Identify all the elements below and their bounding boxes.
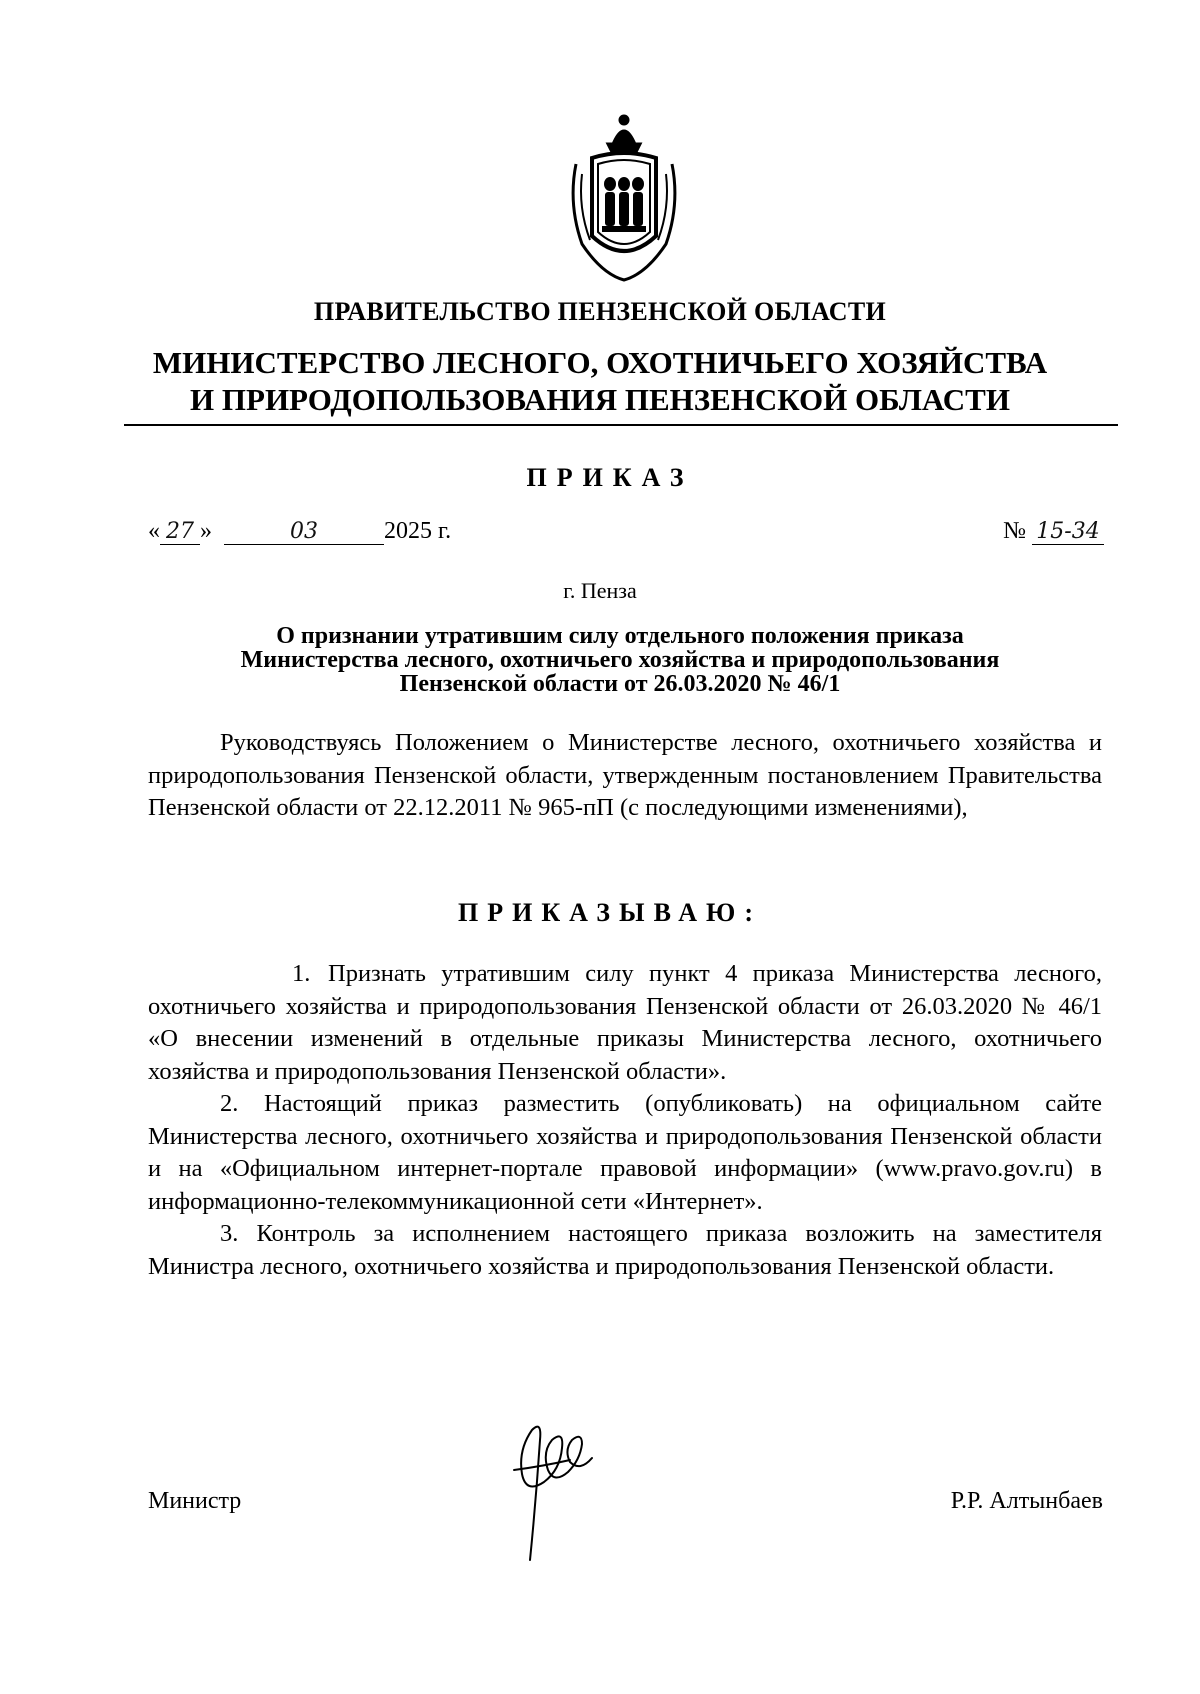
subject-line-3: Пензенской области от 26.03.2020 № 46/1 <box>399 671 841 697</box>
government-name: ПРАВИТЕЛЬСТВО ПЕНЗЕНСКОЙ ОБЛАСТИ <box>313 297 887 326</box>
order-date <box>148 518 451 545</box>
header-divider <box>124 424 1118 426</box>
ministry-name-line-2: И ПРИРОДОПОЛЬЗОВАНИЯ ПЕНЗЕНСКОЙ ОБЛАСТИ <box>190 382 1010 417</box>
ministry-name <box>0 344 1200 418</box>
decree-items <box>148 958 1102 1283</box>
decree-item <box>148 1218 1102 1283</box>
signatory-name: Р.Р. Алтынбаев <box>950 1488 1103 1514</box>
item-text: Признать утратившим силу пункт 4 приказа Министерства лесного, охотничьего хозяйства и природопользования Пензенской области от 26.03.2020 № 46/1 «О внесении изменений в отдельные приказы Министерства лесного, охотничьего хозяйства и природопользования Пензенской области». <box>148 960 1102 1085</box>
decree-heading: ПРИКАЗЫВАЮ: <box>458 898 762 927</box>
signatory-title: Министр <box>148 1488 242 1514</box>
date-open-quote: « <box>148 518 160 544</box>
document-type-title: ПРИКАЗ <box>526 463 694 492</box>
date-day: 27 <box>160 519 200 545</box>
date-close-quote: » <box>200 518 212 544</box>
item-text: Настоящий приказ разместить (опубликовать) на официальном сайте Министерства лесного, охотничьего хозяйства и природопользования Пензенской области и на «Официальном интернет-портале правовой информации» (www.pravo.gov.ru) в информационно-телекоммуникационной сети «Интернет». <box>148 1090 1102 1215</box>
item-number: 1. <box>292 960 311 987</box>
issue-city: г. Пенза <box>563 578 637 603</box>
date-month: 03 <box>224 519 384 545</box>
preamble-text: Руководствуясь Положением о Министерстве лесного, охотничьего хозяйства и природопользования Пензенской области, утвержденным постановлением Правительства Пензенской области от 22.12.2011 № 965-пП (с последующими изменениями), <box>148 729 1102 821</box>
order-subject <box>150 624 1090 696</box>
item-number: 3. <box>220 1220 239 1247</box>
coat-of-arms-icon <box>562 114 686 284</box>
handwritten-signature <box>500 1410 610 1570</box>
date-year: 2025 г. <box>384 518 452 544</box>
subject-line-1: О признании утратившим силу отдельного положения приказа <box>276 623 964 649</box>
ministry-name-line-1: МИНИСТЕРСТВО ЛЕСНОГО, ОХОТНИЧЬЕГО ХОЗЯЙСТВА <box>152 345 1048 380</box>
subject-line-2: Министерства лесного, охотничьего хозяйства и природопользования <box>240 647 1000 673</box>
number-value: 15-34 <box>1032 519 1104 545</box>
item-number: 2. <box>220 1090 239 1117</box>
order-number <box>1003 518 1104 545</box>
number-label: № <box>1003 518 1026 544</box>
decree-item <box>148 1088 1102 1218</box>
item-text: Контроль за исполнением настоящего приказа возложить на заместителя Министра лесного, охотничьего хозяйства и природопользования Пензенской области. <box>148 1220 1102 1280</box>
preamble <box>148 727 1102 825</box>
decree-item <box>148 958 1102 1088</box>
